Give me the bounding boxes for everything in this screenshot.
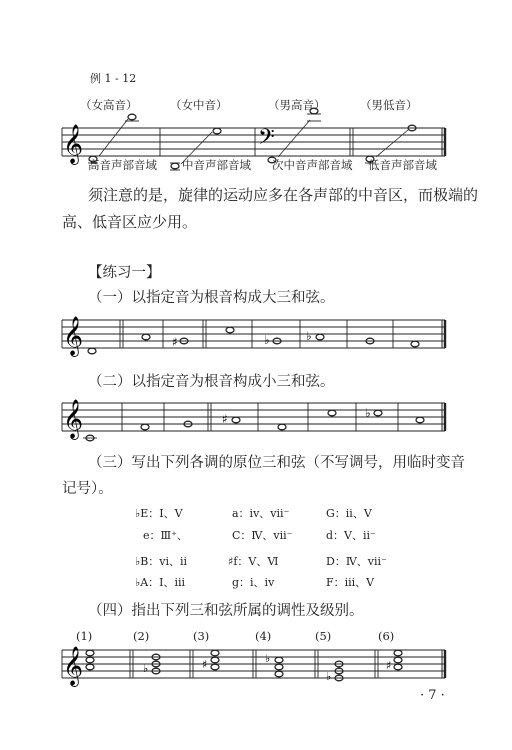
- exercise-q1: （一）以指定音为根音构成大三和弦。: [88, 290, 335, 306]
- chord-number: (6): [378, 629, 395, 643]
- sharp-icon: ♯: [222, 412, 228, 426]
- flat-icon: ♭: [306, 329, 312, 343]
- note-head: [213, 128, 221, 134]
- example-label: 例 1 - 12: [90, 72, 137, 85]
- note-head: [142, 334, 150, 340]
- paragraph-line-2: 高、低音区应少用。: [62, 213, 198, 231]
- exercise-q2: （二）以指定音为根音构成小三和弦。: [88, 374, 335, 390]
- voice-label-alto: （女中音）: [170, 98, 228, 112]
- chord-number: (3): [193, 629, 210, 643]
- key-cell: G：ii、Ⅴ: [326, 507, 372, 520]
- note-head: [310, 108, 318, 114]
- exercise-q4: （四）指出下列三和弦所属的调性及级别。: [88, 603, 364, 619]
- bass-clef-icon: 𝄢: [258, 125, 275, 155]
- key-cell: d：Ⅴ、ii⁻: [326, 529, 376, 542]
- note-head: [394, 664, 402, 670]
- range-label-mid: 中音声部音域: [182, 158, 251, 172]
- note-head: [275, 671, 283, 677]
- note-head: [316, 334, 324, 340]
- note-head: [171, 163, 179, 169]
- chord-number: (5): [315, 629, 332, 643]
- note-head: [226, 327, 234, 333]
- note-head: [86, 664, 94, 670]
- flat-icon: ♭: [365, 406, 371, 420]
- voice-label-soprano: （女高音）: [80, 98, 138, 112]
- range-label-submid: 次中音声部音域: [272, 158, 353, 172]
- key-cell: D：Ⅳ、vii⁻: [326, 555, 387, 568]
- range-label-high: 高音声部音域: [88, 158, 157, 172]
- sharp-icon: ♯: [386, 659, 392, 672]
- chord-number: (1): [76, 629, 93, 643]
- note-head: [275, 657, 283, 663]
- note-head: [278, 424, 286, 430]
- exercise-title: 【练习一】: [88, 265, 161, 281]
- treble-clef-icon: 𝄞: [63, 124, 84, 164]
- note-head: [394, 650, 402, 656]
- note-head: [232, 417, 240, 423]
- exercise-q3-line-1: （三）写出下列各调的原位三和弦（不写调号，用临时变音: [88, 455, 465, 471]
- exercise-q3-line-2: 记号）。: [62, 481, 113, 497]
- flat-icon: ♭: [143, 662, 149, 675]
- key-cell: g：i、iv: [232, 576, 275, 589]
- key-cell: C：Ⅳ、vii⁻: [232, 529, 293, 542]
- flat-icon: ♭: [326, 670, 332, 683]
- flat-icon: ♭: [264, 333, 270, 347]
- voice-label-bass: （男低音）: [360, 98, 418, 112]
- note-head: [416, 417, 424, 423]
- page-number: · 7 ·: [420, 688, 445, 703]
- exercise-1-staff: [0, 310, 512, 360]
- range-label-low: 低音声部音域: [368, 158, 437, 172]
- key-cell: ♭A：Ⅰ、iii: [135, 576, 186, 589]
- key-cell: ♯f：Ⅴ、Ⅵ: [228, 555, 279, 568]
- treble-clef-icon: 𝄞: [63, 316, 84, 356]
- sharp-icon: ♯: [202, 658, 208, 671]
- note-head: [374, 410, 382, 416]
- paragraph-line-1: 须注意的是，旋律的运动应多在各声部的中音区，而极端的: [88, 186, 479, 204]
- note-head: [88, 348, 96, 354]
- note-head: [275, 664, 283, 670]
- treble-clef-icon: 𝄞: [63, 646, 84, 686]
- exercise-4-staff: [0, 640, 512, 690]
- note-head: [211, 657, 219, 663]
- note-head: [86, 657, 94, 663]
- key-cell: ♭B：vi、ii: [135, 555, 188, 568]
- chord-number: (2): [133, 629, 150, 643]
- key-cell: e：Ⅲ⁺、: [143, 529, 188, 542]
- flat-icon: ♭: [265, 652, 271, 665]
- note-head: [411, 341, 419, 347]
- voice-label-tenor: （男高音）: [268, 98, 326, 112]
- exercise-2-staff: [0, 393, 512, 443]
- note-head: [86, 650, 94, 656]
- note-head: [141, 424, 149, 430]
- note-head: [211, 664, 219, 670]
- key-cell: ♭E：Ⅰ、Ⅴ: [135, 507, 183, 520]
- note-head: [328, 410, 336, 416]
- key-cell: a：iv、vii⁻: [232, 507, 290, 520]
- key-cell: F：iii、Ⅴ: [326, 576, 375, 589]
- chord-number: (4): [255, 629, 272, 643]
- note-head: [211, 650, 219, 656]
- note-head: [128, 114, 136, 120]
- note-head: [394, 657, 402, 663]
- sharp-icon: ♯: [172, 335, 178, 349]
- treble-clef-icon: 𝄞: [63, 399, 84, 439]
